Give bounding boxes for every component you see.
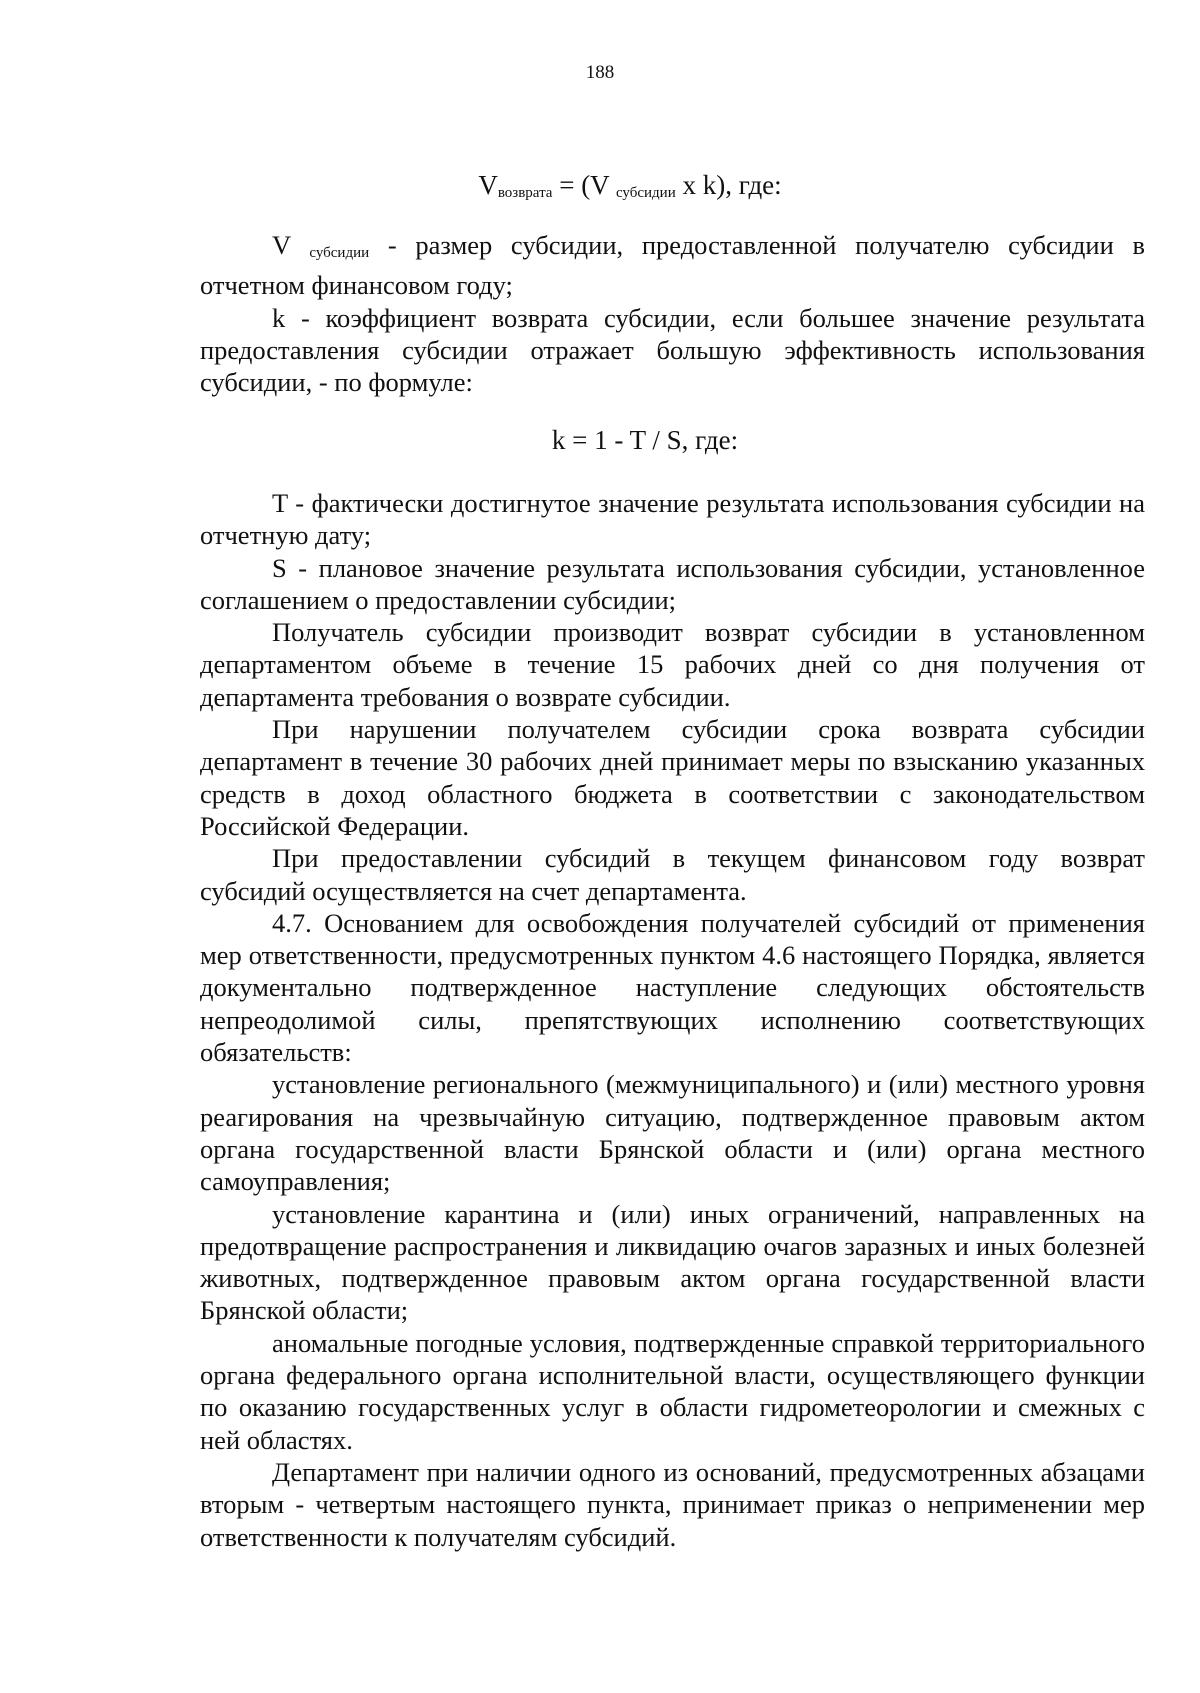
paragraph-return-term: Получатель субсидии производит возврат субсидии в установленном департаментом объеме в течение 15 рабочих дней со дня получения от департамента требования о возврате субсидии. bbox=[200, 617, 1145, 712]
paragraph-department-order: Департамент при наличии одного из оснований, предусмотренных абзацами вторым - четвертым настоящего пункта, принимает приказ о неприменении мер ответственности к получателям субсидий. bbox=[200, 1456, 1145, 1552]
paragraph-weather: аномальные погодные условия, подтвержденные справкой территориального органа федерального органа исполнительной власти, осуществляющего функции по оказанию государственных услуг в области гидрометеорологии и смежных с ней областях. bbox=[200, 1327, 1145, 1455]
paragraph-t: T - фактически достигнутое значение результата использования субсидии на отчетную дату; bbox=[200, 488, 1145, 551]
definition-v bbox=[200, 229, 1145, 302]
formula-v-symbol: V bbox=[478, 170, 498, 200]
definition-k: k - коэффициент возврата субсидии, если большее значение результата предоставления субсидии отражает большую эффективность использования субсидии, - по формуле: bbox=[200, 302, 1145, 398]
formula-equals-open: = (V bbox=[552, 170, 616, 200]
formula-v-subscript: возврата bbox=[497, 185, 553, 201]
formula-subsidy-subscript: субсидии bbox=[615, 185, 676, 201]
definition-v-text: - размер субсидии, предоставленной получателю субсидии в отчетном финансовом году; bbox=[200, 230, 1145, 301]
paragraph-s: S - плановое значение результата использования субсидии, установленное соглашением о предоставлении субсидии; bbox=[200, 552, 1145, 615]
definitions-block-1 bbox=[200, 229, 1145, 398]
formula-return-amount bbox=[0, 170, 1200, 202]
paragraph-violation: При нарушении получателем субсидии срока возврата субсидии департамент в течение 30 рабочих дней принимает меры по взысканию указанных средств в доход областного бюджета в соответствии с законодательством Российской Федерации. bbox=[200, 714, 1145, 841]
body-text bbox=[200, 487, 1145, 1553]
paragraph-4-7: 4.7. Основанием для освобождения получателей субсидий от применения мер ответственности, предусмотренных пунктом 4.6 настоящего Порядка, является документально подтвержденное наступление следующих обстоятельств непреодолимой силы, препятствующих исполнению соответствующих обязательств: bbox=[200, 907, 1145, 1068]
definition-v-subscript: субсидии bbox=[309, 245, 370, 261]
paragraph-quarantine: установление карантина и (или) иных ограничений, направленных на предотвращение распространения и ликвидацию очагов заразных и иных болезней животных, подтвержденное правовым актом органа государственной власти Брянской области; bbox=[200, 1198, 1145, 1326]
page-number: 188 bbox=[585, 62, 615, 83]
formula-k: k = 1 - T / S, где: bbox=[551, 425, 739, 455]
paragraph-current-year: При предоставлении субсидий в текущем финансовом году возврат субсидий осуществляется на счет департамента. bbox=[200, 843, 1145, 906]
formula-tail: x k), где: bbox=[675, 170, 782, 200]
paragraph-emergency: установление регионального (межмуниципального) и (или) местного уровня реагирования на чрезвычайную ситуацию, подтвержденное правовым актом органа государственной власти Брянской области и (или) органа местного самоуправления; bbox=[200, 1069, 1145, 1197]
definition-v-symbol: V bbox=[272, 230, 310, 260]
